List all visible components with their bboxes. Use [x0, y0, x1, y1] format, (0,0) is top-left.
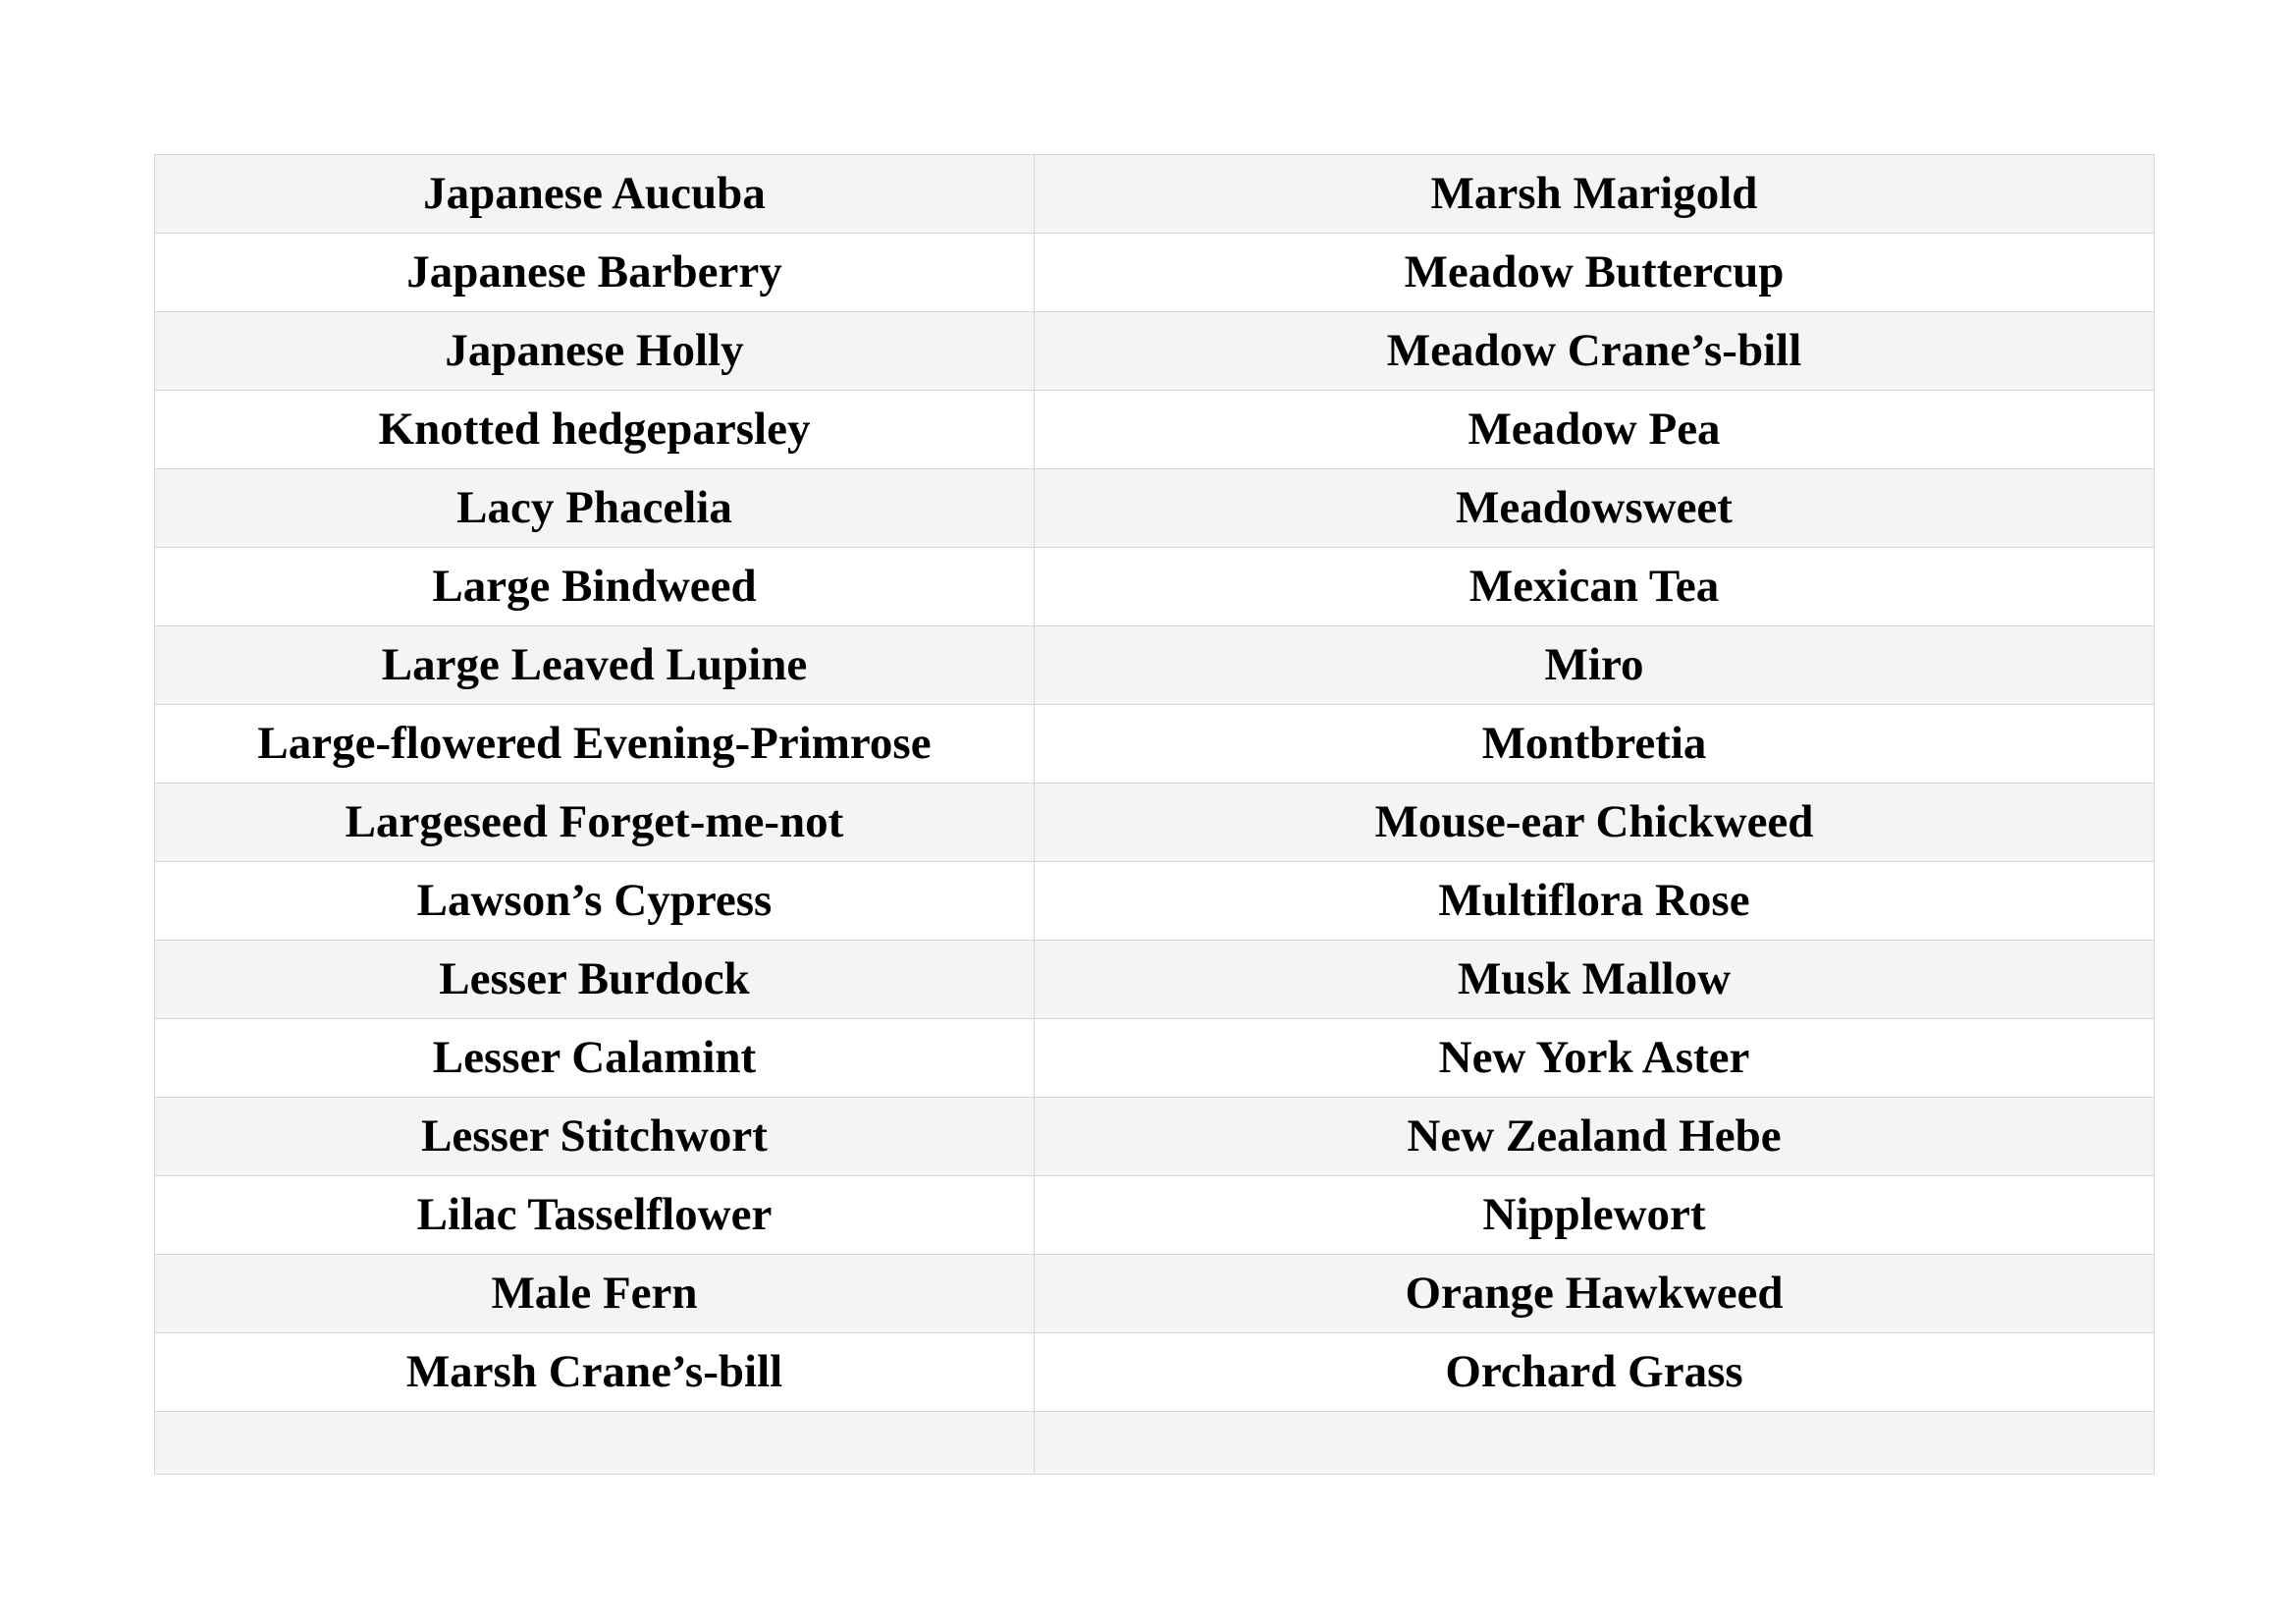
table-row-empty [155, 1412, 2155, 1475]
table-cell: Knotted hedgeparsley [155, 391, 1035, 469]
table-cell: Meadowsweet [1035, 469, 2155, 548]
table-cell: Orange Hawkweed [1035, 1255, 2155, 1333]
table-cell: Marsh Marigold [1035, 155, 2155, 234]
table-cell: Mexican Tea [1035, 548, 2155, 626]
table-cell: Lawson’s Cypress [155, 862, 1035, 941]
table-cell: Lesser Stitchwort [155, 1098, 1035, 1176]
table-cell: Japanese Aucuba [155, 155, 1035, 234]
table-cell: Multiflora Rose [1035, 862, 2155, 941]
table-cell: Orchard Grass [1035, 1333, 2155, 1412]
table-row [155, 1176, 2155, 1255]
table-cell: Marsh Crane’s-bill [155, 1333, 1035, 1412]
table-row [155, 391, 2155, 469]
table-row [155, 469, 2155, 548]
table-cell: Meadow Buttercup [1035, 234, 2155, 312]
table-cell: Japanese Barberry [155, 234, 1035, 312]
table-row [155, 862, 2155, 941]
table-row [155, 1098, 2155, 1176]
table-row [155, 705, 2155, 784]
table-cell: Male Fern [155, 1255, 1035, 1333]
table-cell: Largeseed Forget-me-not [155, 784, 1035, 862]
table-cell: Meadow Pea [1035, 391, 2155, 469]
table-cell: Lesser Burdock [155, 941, 1035, 1019]
table-cell: Japanese Holly [155, 312, 1035, 391]
table-row [155, 548, 2155, 626]
table-cell: Large-flowered Evening-Primrose [155, 705, 1035, 784]
table-cell: New York Aster [1035, 1019, 2155, 1098]
table-row [155, 1019, 2155, 1098]
table-row [155, 626, 2155, 705]
table-cell [155, 1412, 1035, 1475]
table-row [155, 941, 2155, 1019]
table-cell: New Zealand Hebe [1035, 1098, 2155, 1176]
table-cell: Nipplewort [1035, 1176, 2155, 1255]
table-cell: Lilac Tasselflower [155, 1176, 1035, 1255]
table-cell [1035, 1412, 2155, 1475]
table-cell: Mouse-ear Chickweed [1035, 784, 2155, 862]
table-cell: Miro [1035, 626, 2155, 705]
table-cell: Musk Mallow [1035, 941, 2155, 1019]
table-row [155, 312, 2155, 391]
table-row [155, 1333, 2155, 1412]
table-row [155, 784, 2155, 862]
table-row [155, 234, 2155, 312]
table-cell: Montbretia [1035, 705, 2155, 784]
table-row [155, 155, 2155, 234]
table-cell: Lesser Calamint [155, 1019, 1035, 1098]
document-page [154, 154, 2154, 1475]
table-cell: Lacy Phacelia [155, 469, 1035, 548]
table-cell: Large Bindweed [155, 548, 1035, 626]
table-cell: Meadow Crane’s-bill [1035, 312, 2155, 391]
plant-names-table [154, 154, 2155, 1475]
table-cell: Large Leaved Lupine [155, 626, 1035, 705]
table-row [155, 1255, 2155, 1333]
